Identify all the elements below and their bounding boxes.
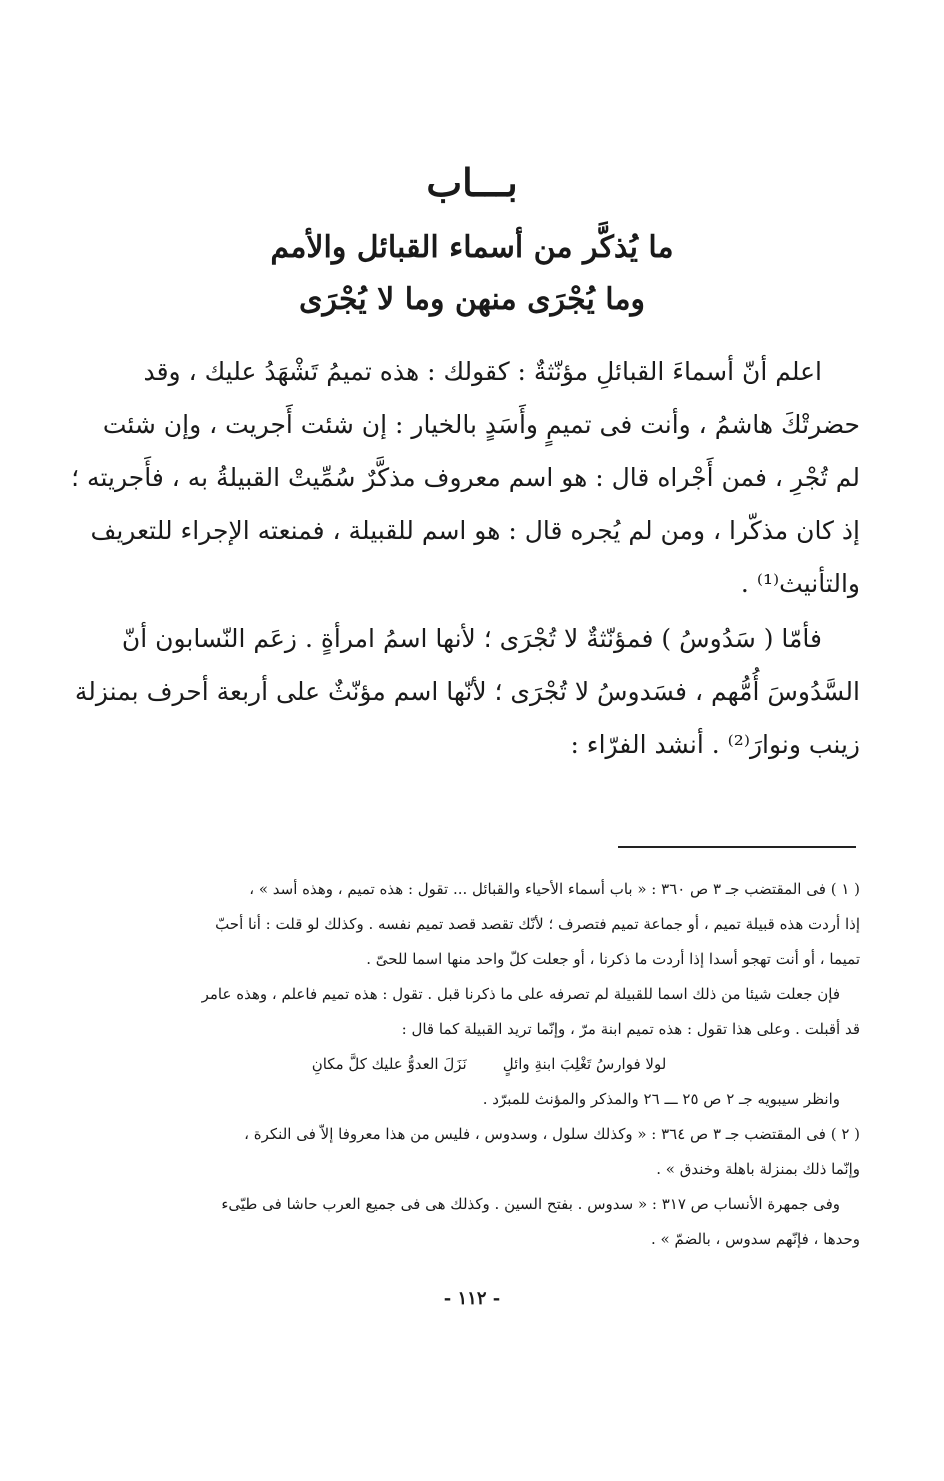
verse-second-hemistich: نَزَلَ العدوُّ عليك كلَّ مكانِ [311,1055,467,1073]
footnote-1-line: قد أقبلت . وعلى هذا تقول : هذه تميم ابنة مرّ ، وإنّما تريد القبيلة كما قال : [401,1020,860,1038]
footnote-1-line: إذا أردت هذه قبيلة تميم ، أو جماعة تميم فتصرف ؛ لأنّك تقصد قصد تميم نفسه . وكذلك لو قلت : أنا أحبّ [215,915,860,933]
paragraph-line: والتأنيث⁽¹⁾ . [740,569,860,598]
footnote-2-line: ( ٢ ) فى المقتضب جـ ٣ ص ٣٦٤ : « وكذلك سلول ، وسدوس ، فليس من هذا معروفا إلاّ فى النكرة ، [244,1125,860,1143]
verse-first-hemistich: لولا فوارسُ تَغْلِبَ ابنةِ وائلٍ [502,1055,667,1073]
chapter-label: بـــاب [426,160,518,205]
paragraph-line: فأمّا ( سَدُوسُ ) فمؤنّثةٌ لا تُجْرَى ؛ لأنها اسمُ امرأةٍ . زعَم النّسابون أنّ [121,624,822,653]
chapter-title-line-1: ما يُذكَّر من أسماء القبائل والأمم [270,230,674,265]
footnote-1-line: وانظر سيبويه جـ ٢ ص ٢٥ ـــ ٢٦ والمذكر والمؤنث للمبرّد . [482,1090,840,1108]
footnote-1-line: ( ١ ) فى المقتضب جـ ٣ ص ٣٦٠ : « باب أسماء الأحياء والقبائل ... تقول : هذه تميم ، وهذه أسد » ، [249,880,860,898]
footnote-1-line: تميما ، أو أنت تهجو أسدا إذا أردت ما ذكرنا ، أو جعلت كلّ واحد منها اسما للحىّ . [366,950,860,968]
paragraph-line: حضرتْكَ هاشمُ ، وأنت فى تميمٍ وأَسَدٍ بالخيار : إن شئت أَجريت ، وإن شئت [102,410,860,439]
page-number: - ١١٢ - [443,1288,501,1309]
paragraph-line: إذ كان مذكّرا ، ومن لم يُجره قال : هو اسم للقبيلة ، فمنعته الإجراء للتعريف [90,516,860,545]
paragraph-line: لم تُجْرِ ، فمن أَجْراه قال : هو اسم معروف مذكَّرٌ سُمِّيتْ القبيلةُ به ، فأَجريته ؛ [71,463,860,492]
chapter-title-line-2: وما يُجْرَى منهن وما لا يُجْرَى [298,282,645,317]
paragraph-line: السَّدُوسَ أُمُّهم ، فسَدوسُ لا تُجْرَى ؛ لأنّها اسم مؤنّثٌ على أربعة أحرف بمنزلة [74,677,860,706]
paragraph-line: زينب ونوارَ⁽²⁾ . أنشد الفرّاء : [570,730,860,759]
footnote-divider [618,846,856,848]
paragraph-line: اعلم أنّ أسماءَ القبائلِ مؤنّثةٌ : كقولك : هذه تميمُ تَشْهَدُ عليك ، وقد [143,357,822,386]
footnote-2-line: وحدها ، فإنّهم سدوس ، بالضمّ » . [651,1230,860,1248]
footnote-verse [118,1047,860,1082]
footnote-1-line: فإن جعلت شيئا من ذلك اسما للقبيلة لم تصرفه على ما ذكرنا قبل . تقول : هذه تميم فاعلم ، وهذه عامر [201,985,840,1003]
body-paragraph-2 [74,612,860,771]
footnotes [118,872,860,1257]
footnote-2-line: وفى جمهرة الأنساب ص ٣١٧ : « سدوس . بفتح السين . وكذلك هى فى جميع العرب حاشا فى طيّىء [221,1195,840,1213]
body-paragraph-1 [71,345,860,610]
footnote-2-line: وإنّما ذلك بمنزلة باهلة وخندق » . [656,1160,860,1178]
